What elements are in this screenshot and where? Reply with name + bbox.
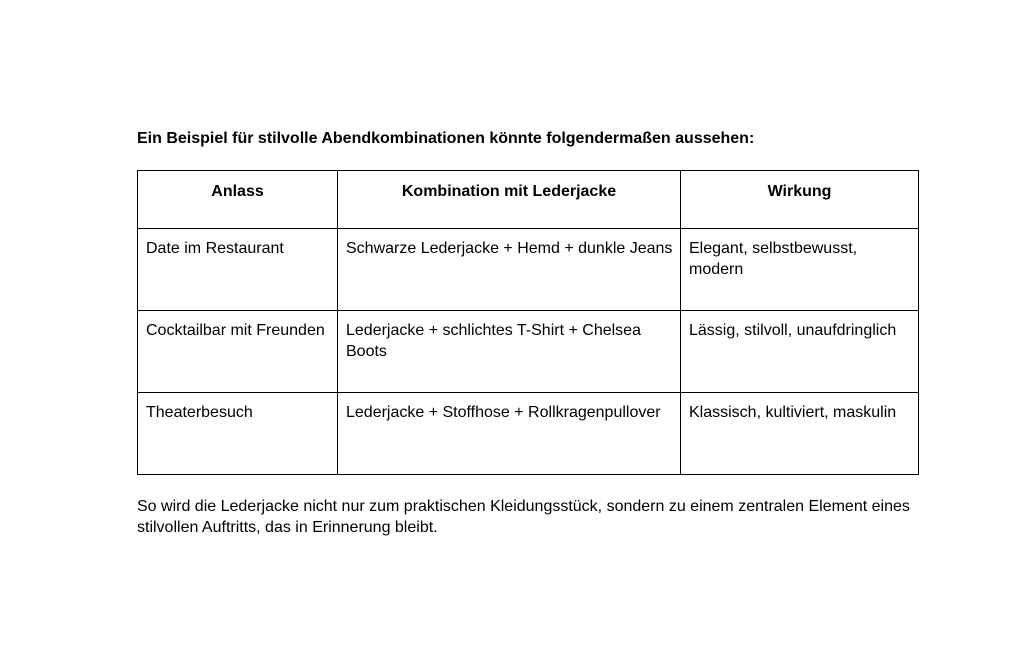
cell-anlass: Cocktailbar mit Freunden — [138, 311, 338, 393]
cell-wirkung: Lässig, stilvoll, unaufdringlich — [681, 311, 919, 393]
table-row — [138, 311, 919, 393]
cell-anlass: Date im Restaurant — [138, 229, 338, 311]
cell-wirkung: Klassisch, kultiviert, maskulin — [681, 393, 919, 475]
column-header-anlass: Anlass — [138, 171, 338, 229]
table-header-row — [138, 171, 919, 229]
table-row — [138, 393, 919, 475]
cell-kombination: Lederjacke + Stoffhose + Rollkragenpullover — [338, 393, 681, 475]
cell-anlass: Theaterbesuch — [138, 393, 338, 475]
column-header-wirkung: Wirkung — [681, 171, 919, 229]
outfit-table — [137, 170, 919, 475]
cell-kombination: Lederjacke + schlichtes T-Shirt + Chelsea Boots — [338, 311, 681, 393]
cell-wirkung: Elegant, selbstbewusst, modern — [681, 229, 919, 311]
cell-kombination: Schwarze Lederjacke + Hemd + dunkle Jeans — [338, 229, 681, 311]
closing-paragraph: So wird die Lederjacke nicht nur zum praktischen Kleidungsstück, sondern zu einem zentralen Element eines stilvollen Auftritts, das in Erinnerung bleibt. — [137, 498, 910, 536]
table-row — [138, 229, 919, 311]
column-header-kombination: Kombination mit Lederjacke — [338, 171, 681, 229]
intro-heading: Ein Beispiel für stilvolle Abendkombinationen könnte folgendermaßen aussehen: — [137, 130, 755, 147]
